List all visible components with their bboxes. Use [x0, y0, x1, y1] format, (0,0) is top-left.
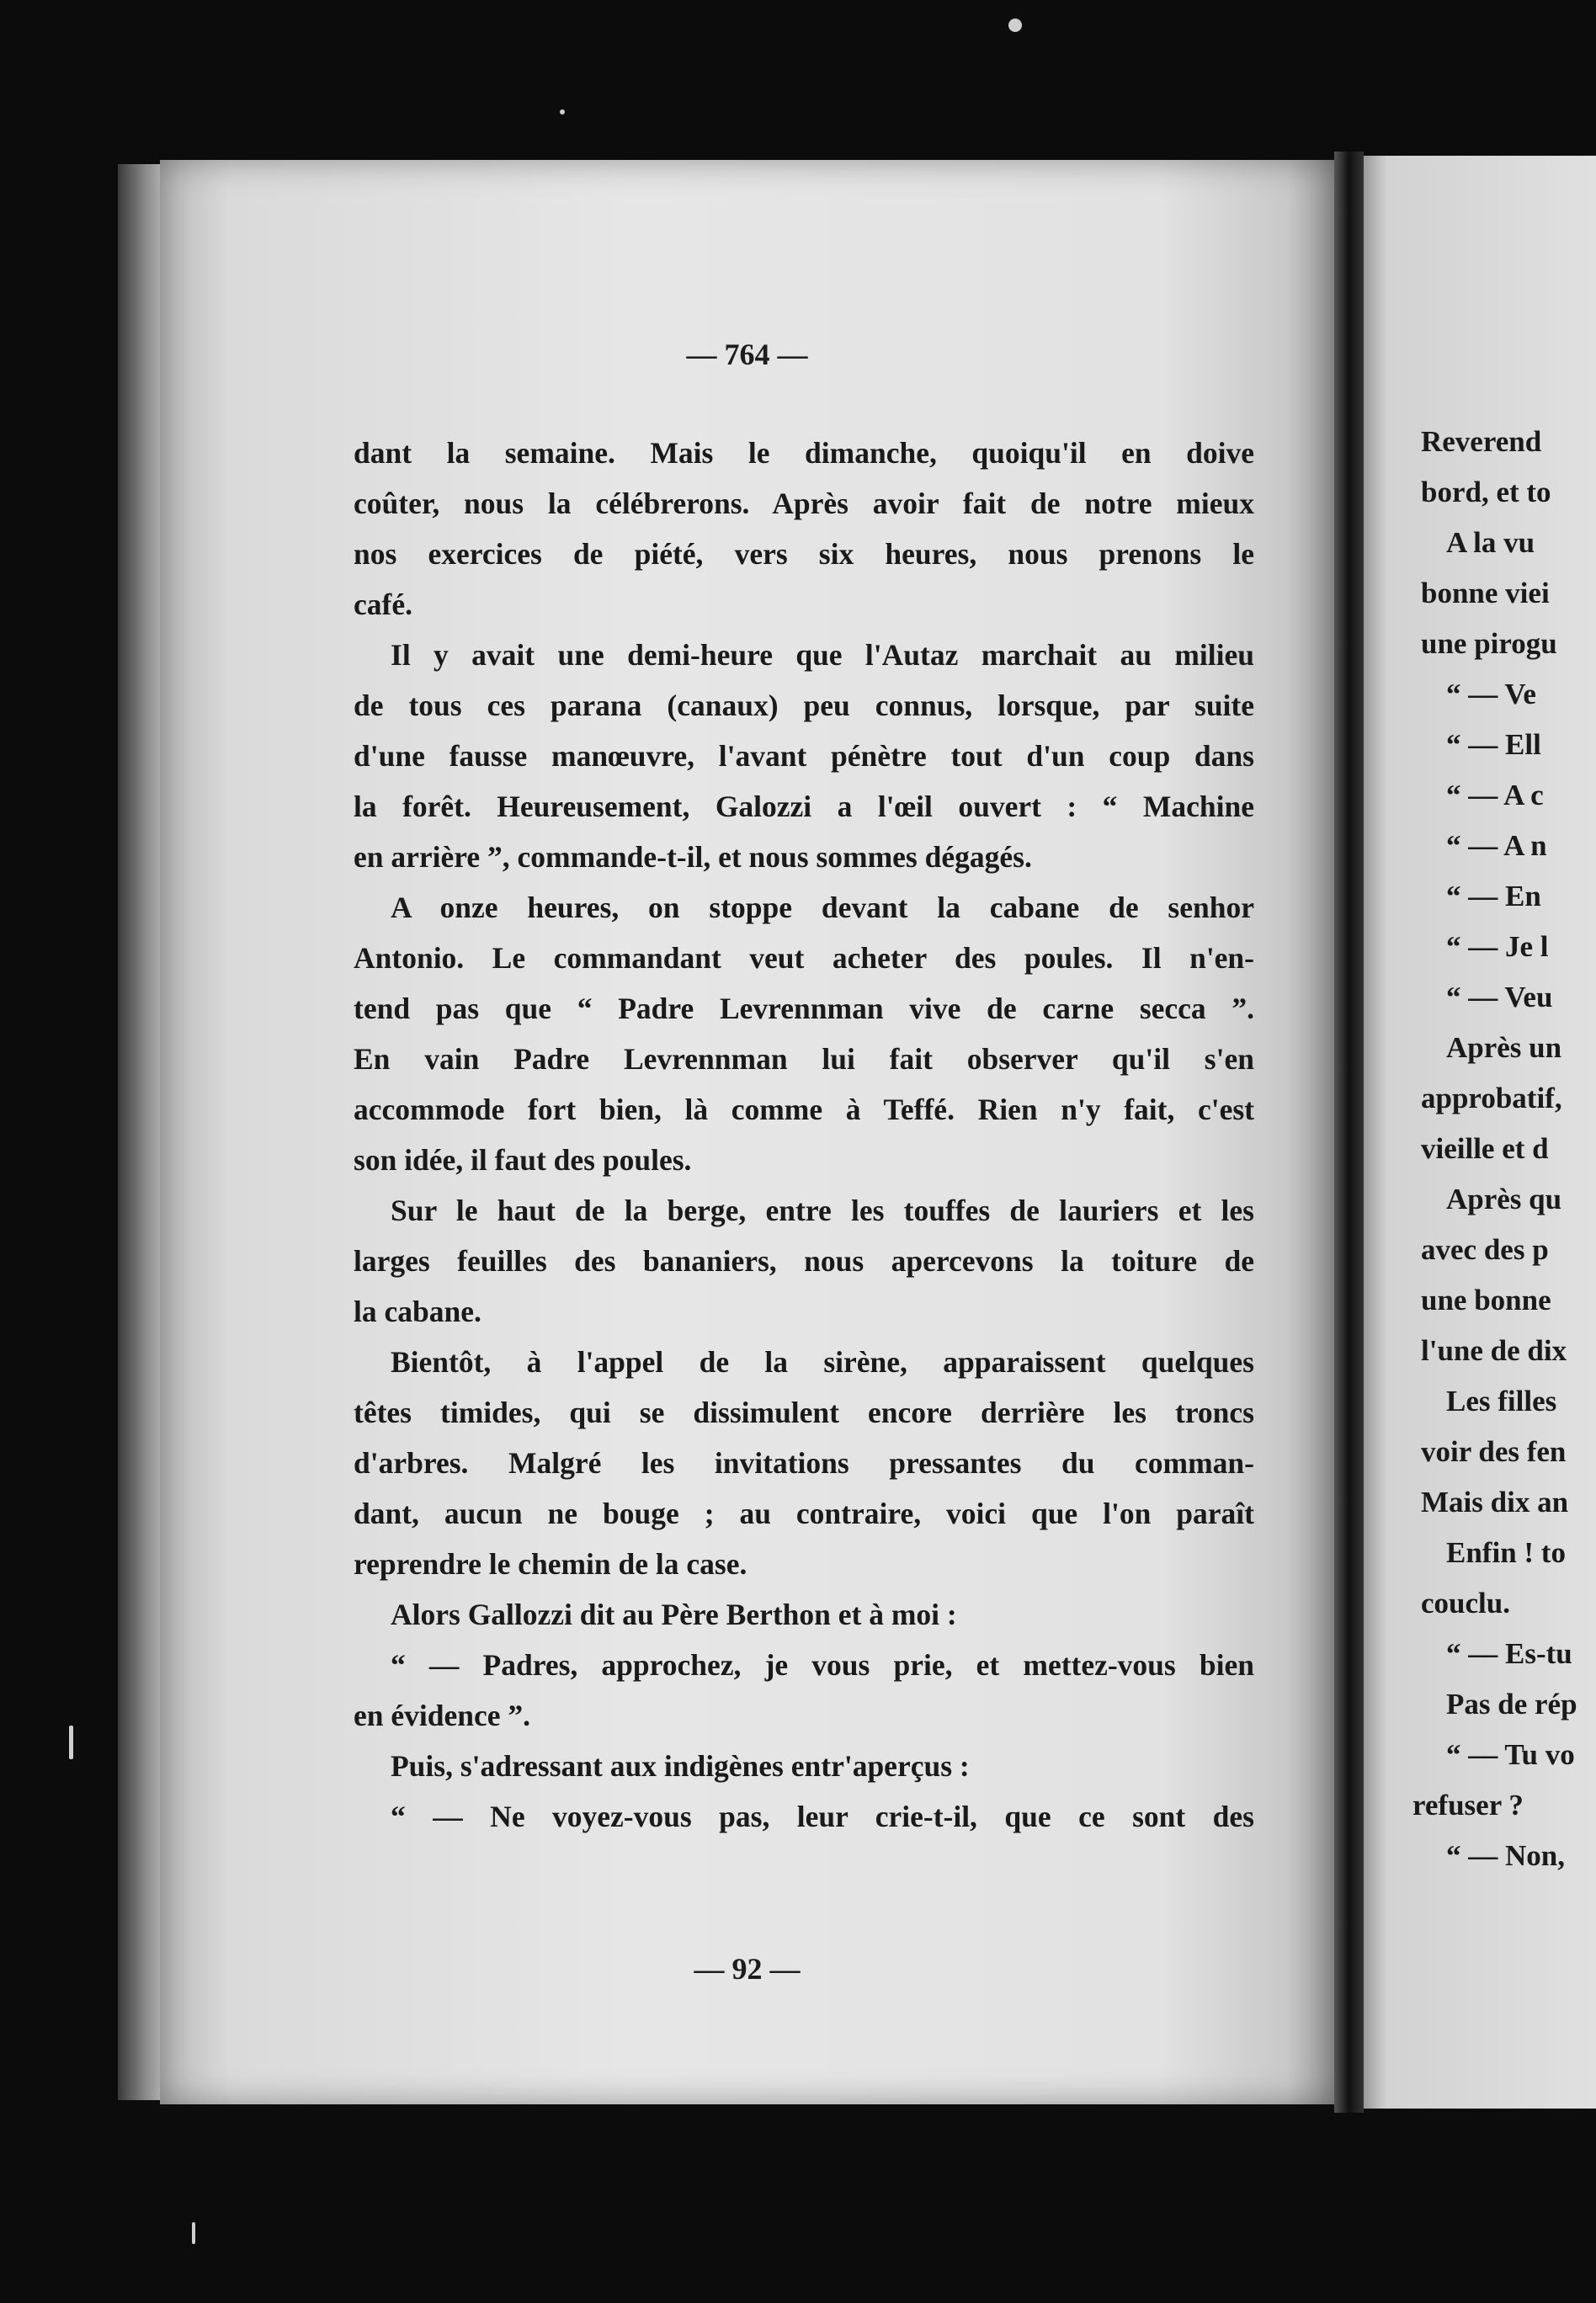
text-line: refuser ?: [1412, 1789, 1524, 1822]
running-head: — 764 —: [686, 338, 808, 371]
text-line: Antonio. Le commandant veut acheter des poules. Il n'en-: [354, 941, 1254, 975]
film-speck: [1008, 19, 1022, 32]
text-line: l'une de dix: [1421, 1334, 1567, 1367]
text-line: “ — A n: [1446, 829, 1547, 862]
text-line: une bonne: [1421, 1284, 1551, 1316]
text-line: bonne viei: [1421, 577, 1550, 609]
text-line: En vain Padre Levrennman lui fait observer qu'il s'en: [354, 1042, 1254, 1076]
text-line: Bientôt, à l'appel de la sirène, apparaissent quelques: [391, 1345, 1254, 1379]
text-line: une pirogu: [1421, 627, 1557, 660]
text-line: d'une fausse manœuvre, l'avant pénètre tout d'un coup dans: [354, 739, 1254, 773]
text-line: accommode fort bien, là comme à Teffé. Rien n'y fait, c'est: [354, 1093, 1254, 1126]
text-line: “ — Padres, approchez, je vous prie, et mettez-vous bien: [391, 1648, 1254, 1682]
text-line: vieille et d: [1421, 1132, 1549, 1165]
text-line: de tous ces parana (canaux) peu connus, lorsque, par suite: [354, 689, 1254, 722]
text-line: larges feuilles des bananiers, nous apercevons la toiture de: [354, 1244, 1254, 1278]
text-line: A la vu: [1446, 526, 1535, 559]
text-line: Alors Gallozzi dit au Père Berthon et à moi :: [391, 1598, 957, 1631]
text-line: reprendre le chemin de la case.: [354, 1547, 747, 1581]
text-line: Reverend: [1421, 425, 1542, 458]
text-line: bord, et to: [1421, 476, 1551, 508]
text-line: couclu.: [1421, 1587, 1510, 1620]
left-page-body: [354, 428, 1254, 1842]
text-line: Après un: [1446, 1031, 1562, 1064]
text-line: Mais dix an: [1421, 1486, 1569, 1518]
right-page-body: [1412, 417, 1596, 1881]
text-line: Les filles: [1446, 1385, 1557, 1417]
text-line: dant la semaine. Mais le dimanche, quoiqu'il en doive: [354, 436, 1254, 470]
text-line: A onze heures, on stoppe devant la cabane de senhor: [391, 891, 1254, 924]
text-line: “ — Ell: [1446, 728, 1541, 761]
page-folio: — 92 —: [694, 1952, 801, 1986]
text-line: d'arbres. Malgré les invitations pressantes du comman-: [354, 1446, 1254, 1480]
text-line: “ — Je l: [1446, 930, 1549, 963]
text-line: café.: [354, 588, 412, 621]
text-line: Pas de rép: [1446, 1688, 1577, 1721]
film-speck: [560, 109, 565, 114]
text-line: têtes timides, qui se dissimulent encore derrière les troncs: [354, 1396, 1254, 1429]
text-line: Enfin ! to: [1446, 1536, 1566, 1569]
text-line: “ — Ve: [1446, 678, 1536, 710]
right-page: [1364, 156, 1596, 2109]
text-line: “ — En: [1446, 880, 1541, 912]
film-speck: [192, 2222, 195, 2244]
text-line: tend pas que “ Padre Levrennman vive de carne secca ”.: [354, 992, 1254, 1025]
text-line: approbatif,: [1421, 1082, 1562, 1114]
text-line: “ — Tu vo: [1446, 1738, 1575, 1771]
text-line: en arrière ”, commande-t-il, et nous sommes dégagés.: [354, 840, 1032, 874]
text-line: “ — Veu: [1446, 981, 1553, 1013]
text-line: Après qu: [1446, 1183, 1562, 1215]
text-line: coûter, nous la célébrerons. Après avoir fait de notre mieux: [354, 487, 1254, 520]
text-line: en évidence ”.: [354, 1699, 531, 1732]
text-line: la forêt. Heureusement, Galozzi a l'œil ouvert : “ Machine: [354, 790, 1254, 823]
text-line: “ — Non,: [1446, 1839, 1565, 1872]
text-line: “ — A c: [1446, 779, 1544, 811]
text-line: avec des p: [1421, 1233, 1549, 1266]
film-speck: [69, 1726, 73, 1759]
text-line: voir des fen: [1421, 1435, 1567, 1468]
text-line: dant, aucun ne bouge ; au contraire, voici que l'on paraît: [354, 1497, 1254, 1530]
book-gutter: [1334, 152, 1364, 2113]
page-edge-left: [118, 164, 164, 2100]
text-line: la cabane.: [354, 1295, 481, 1328]
text-line: Puis, s'adressant aux indigènes entr'aperçus :: [391, 1749, 970, 1783]
text-line: nos exercices de piété, vers six heures, nous prenons le: [354, 537, 1254, 571]
text-line: son idée, il faut des poules.: [354, 1143, 692, 1177]
text-line: “ — Ne voyez-vous pas, leur crie-t-il, que ce sont des: [391, 1800, 1254, 1833]
text-line: Sur le haut de la berge, entre les touffes de lauriers et les: [391, 1194, 1254, 1227]
text-line: Il y avait une demi-heure que l'Autaz marchait au milieu: [391, 638, 1254, 672]
text-line: “ — Es-tu: [1446, 1637, 1572, 1670]
